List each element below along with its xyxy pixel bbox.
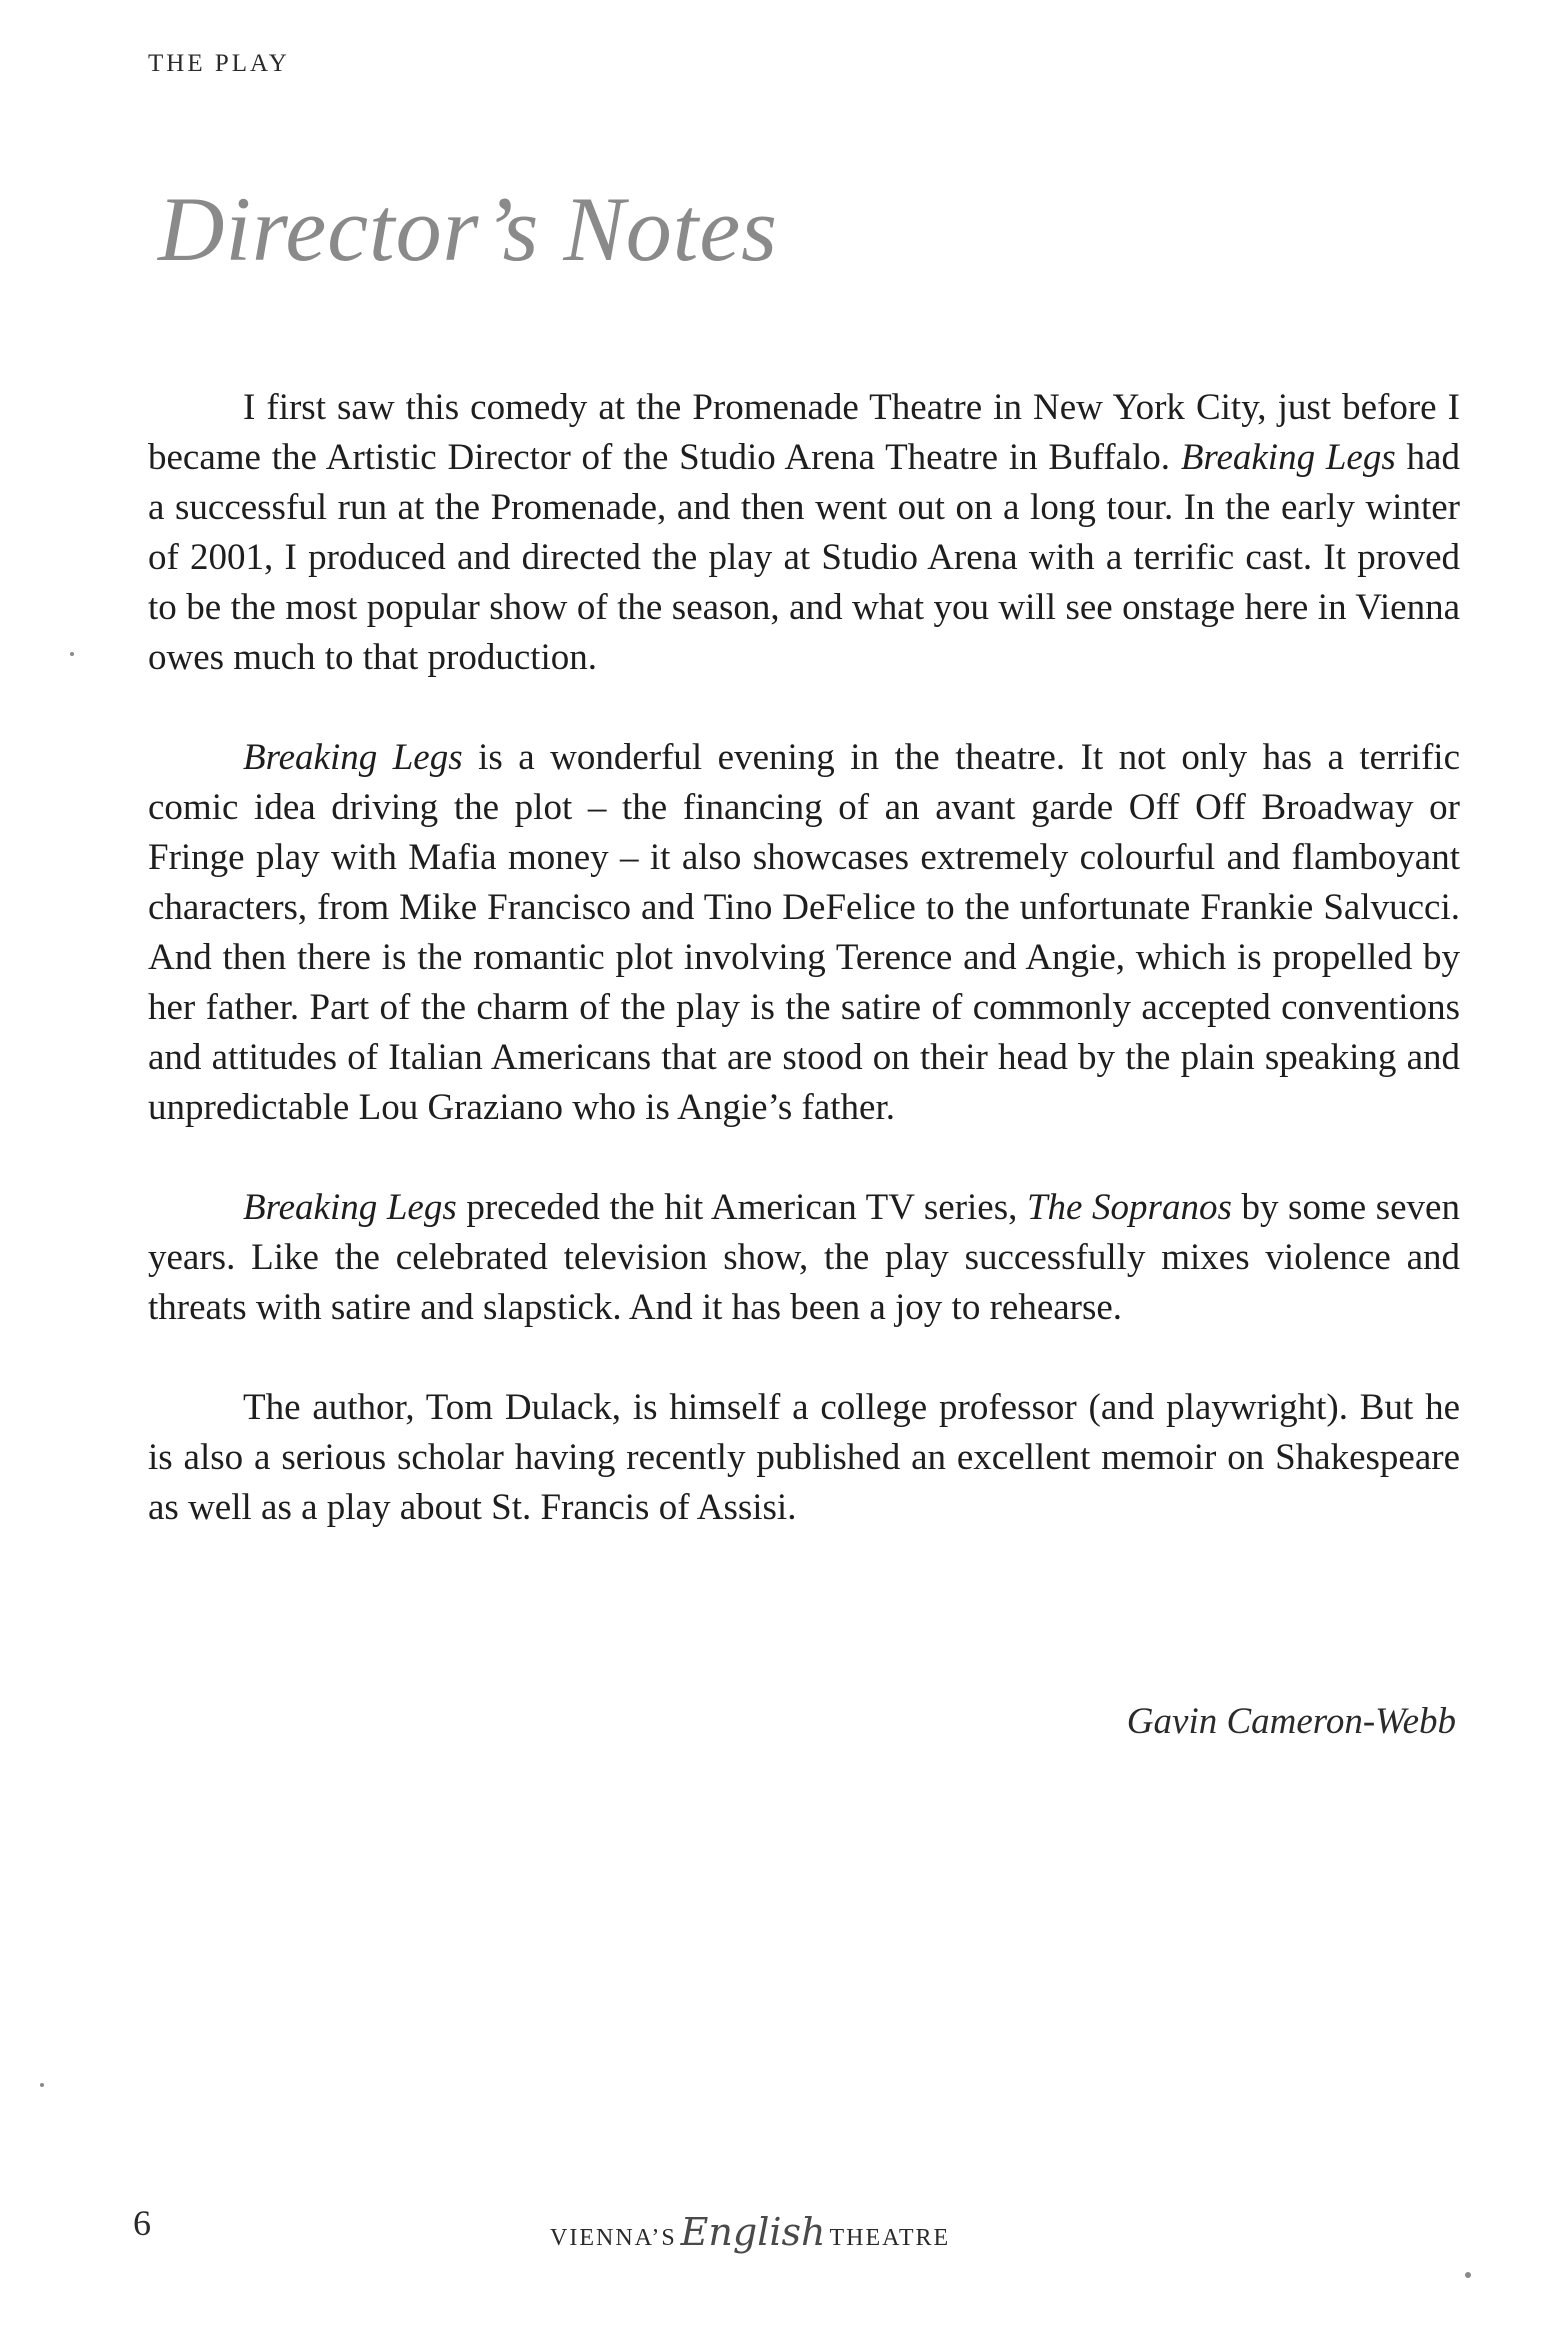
page-title: Director’s Notes (158, 178, 778, 280)
paragraph-4: The author, Tom Dulack, is himself a college professor (and playwright). But he is also a serious scholar having recently published an excellent memoir on Shakespeare as well as a play about St. Francis of Assisi. (148, 1387, 1460, 1528)
director-signature: Gavin Cameron-Webb (1126, 1701, 1456, 1742)
paragraph-1 (148, 383, 1460, 683)
tv-series-title: The Sopranos (1026, 1187, 1232, 1228)
paragraph-1-rest: had a successful run at the Promenade, and then went out on a long tour. In the early winter of 2001, I produced and directed the play at Studio Arena with a terrific cast. It proved to be the most popular show of the season, and what you will see onstage here in Vienna owes much to that production. (148, 437, 1460, 678)
scan-speck (40, 2083, 44, 2087)
logo-script: English (680, 2210, 826, 2254)
notes-body (148, 383, 1460, 1533)
theatre-logo (550, 2210, 950, 2254)
paragraph-2-text: is a wonderful evening in the theatre. It not only has a terrific comic idea driving the plot – the financing of an avant garde Off Off Broadway or Fringe play with Mafia money – it also showcases extremely colourful and flamboyant characters, from Mike Francisco and Tino DeFelice to the unfortunate Frankie Salvucci. And then there is the romantic plot involving Terence and Angie, which is propelled by her father. Part of the charm of the play is the satire of commonly accepted conventions and attitudes of Italian Americans that are stood on their head by the plain speaking and unpredictable Lou Graziano who is Angie’s father. (148, 737, 1460, 1128)
logo-suffix: THEATRE (829, 2225, 951, 2251)
play-title: Breaking Legs (1180, 437, 1396, 478)
scan-speck (1465, 2272, 1471, 2278)
scan-speck (70, 652, 74, 656)
paragraph-3-text: preceded the hit American TV series, (456, 1187, 1027, 1228)
play-title: Breaking Legs (243, 737, 463, 778)
page-number: 6 (133, 2203, 151, 2243)
paragraph-1-opening: I first saw this comedy at the Promenade Theatre in New York City, just before I became the Artistic Director of the Studio Arena Theatre in Buffalo. (148, 387, 1460, 478)
paragraph-3 (148, 1183, 1460, 1333)
paragraph-2 (148, 733, 1460, 1133)
paragraph-3-rest: by some seven years. Like the celebrated television show, the play successfully mixes violence and threats with satire and slapstick. And it has been a joy to rehearse. (148, 1187, 1460, 1328)
play-title: Breaking Legs (243, 1187, 457, 1228)
logo-prefix: VIENNA’S (550, 2225, 677, 2251)
section-label: THE PLAY (148, 50, 290, 77)
